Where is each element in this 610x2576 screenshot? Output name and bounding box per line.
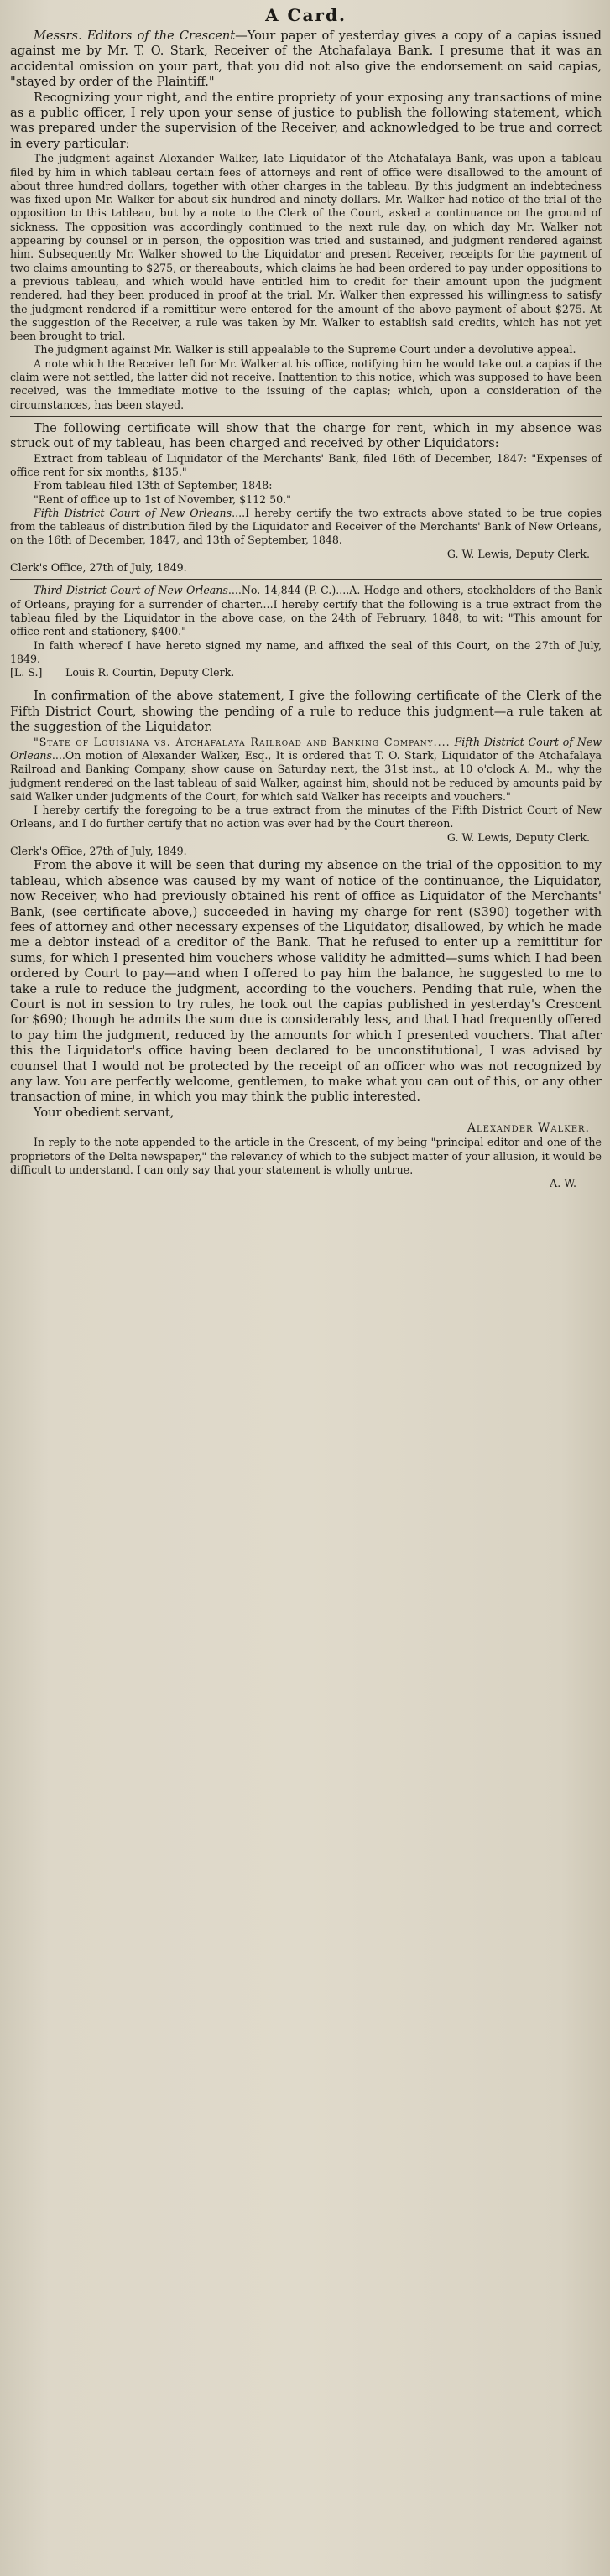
cert2-text: Third District Court of New Orleans....No. 14,844 (P. C.)....A. Hodge and others, stockholders of the Bank of Orleans, praying for a surrender of charter....I hereby certify that the following is a true extract from the tableau filed by the Liquidator in the above case, on the 24th of February, 1848, to wit: "This amount for office rent and stationery, $400." bbox=[10, 584, 602, 638]
cert2-signer: Louis R. Courtin, Deputy Clerk. bbox=[65, 666, 235, 679]
seal-mark: [L. S.] bbox=[10, 666, 43, 679]
headline: A Card. bbox=[265, 5, 347, 25]
cert2-witness: In faith whereof I have hereto signed my name, and affixed the seal of this Court, on the 27th of July, 1849. bbox=[10, 638, 602, 665]
statement-appealable: The judgment against Mr. Walker is still appealable to the Supreme Court under a devolutive appeal. bbox=[34, 343, 576, 356]
cert3-office: Clerk's Office, 27th of July, 1849. bbox=[10, 845, 187, 858]
cert1-office: Clerk's Office, 27th of July, 1849. bbox=[10, 561, 187, 575]
statement-judgment: The judgment against Alexander Walker, late Liquidator of the Atchafalaya Bank, was upon a tableau filed by him in which tableau certain fees of attorneys and rent of office were disallowed to the amount of about three hundred dollars, together with other charges in the tableau. By this judgment an indebtedness was fixed upon Mr. Walker for about six hundred and ninety dollars. Mr. Walker had notice of the trial of the opposition to this tableau, but by a note to the Clerk of the Court, asked a continuance on the ground of sickness. The opposition was accordingly continued to the next rule day, on which day Mr. Walker not appearing by counsel or in person, the opposition was tried and sustained, and judgment rendered against him. Subsequently Mr. Walker showed to the Liquidator and present Receiver, receipts for the payment of two claims amounting to $275, or thereabouts, which claims he had been ordered to pay under oppositions to a previous tableau, and which would have entitled him to credit for their amount upon the judgment rendered, had they been produced in proof at the trial. Mr. Walker then expressed his willingness to satisfy the judgment rendered if a remittitur were entered for the amount of the above payment of about $275. At the suggestion of the Receiver, a rule was taken by Mr. Walker to establish said credits, which has not yet been brought to trial. bbox=[10, 152, 602, 343]
column-rule bbox=[10, 579, 602, 580]
cert3-case: "State of Louisiana vs. Atchafalaya Railroad and Banking Company.... bbox=[34, 735, 451, 748]
opening-text: —Your paper of yesterday gives a copy of a capias issued against me by Mr. T. O. Stark, Receiver of the Atchafalaya Bank. I presume that it was an accidental omission on your part, that you did not also give the endorsement on said capias, "stayed by order of the Plaintiff." bbox=[10, 29, 602, 90]
initials: A. W. bbox=[550, 1177, 576, 1190]
paragraph-recognizing: Recognizing your right, and the entire propriety of your exposing any transactions of mine as a public officer, I rely upon your sense of justice to publish the following statement, which was prepared under the supervision of the Receiver, and acknowledged to be true and correct in every particular: bbox=[10, 90, 602, 151]
paragraph-reply: In reply to the note appended to the article in the Crescent, of my being "principal editor and one of the proprietors of the Delta newspaper," the relevancy of which to the subject matter of your allusion, it would be difficult to understand. I can only say that your statement is wholly untrue. bbox=[10, 1136, 602, 1176]
author-signature: Alexander Walker. bbox=[467, 1121, 590, 1136]
paragraph-opening bbox=[10, 29, 602, 91]
cert1-tableau: From tableau filed 13th of September, 1848: bbox=[34, 479, 273, 492]
cert2-signature bbox=[10, 666, 602, 679]
cert1-extract: Extract from tableau of Liquidator of the Merchants' Bank, filed 16th of December, 1847: "Expenses of office rent for six months, $135." bbox=[10, 451, 602, 478]
paragraph-from-above: From the above it will be seen that during my absence on the trial of the opposition to my tableau, which absence was caused by my want of notice of the continuance, the Liquidator, now Receiver, who had previously obtained his rent of office as Liquidator of the Merchants' Bank, (see certificate above,) succeeded in having my charge for rent ($390) together with fees of attorney and other necessary expenses of the Liquidator, disallowed, by which he made me a debtor instead of a creditor of the Bank. That he refused to enter up a remittitur for sums, for which I presented him vouchers whose validity he admitted—sums which I had been ordered by Court to pay—and when I offered to pay him the balance, he suggested to me to take a rule to reduce the judgment, according to the vouchers. Pending that rule, when the Court is not in session to try rules, he took out the capias published in yesterday's Crescent for $690; though he admits the sum due is considerably less, and that I had frequently offered to pay him the judgment, reduced by the amounts for which I presented vouchers. That after this the Liquidator's office having been declared to be unconstitutional, I was advised by counsel that I would not be protected by the receipt of an officer who was not recognized by any law. You are perfectly welcome, gentlemen, to make what you can out of this, or any other transaction of mine, in which you may think the public interested. bbox=[10, 858, 602, 1105]
cert3-certify: I hereby certify the foregoing to be a true extract from the minutes of the Fifth District Court of New Orleans, and I do further certify that no action was ever had by the Court thereon. bbox=[10, 804, 602, 830]
paragraph-certificate-intro: The following certificate will show that the charge for rent, which in my absence was struck out of my tableau, has been charged and received by other Liquidators: bbox=[10, 420, 602, 451]
paragraph-confirmation: In confirmation of the above statement, I give the following certificate of the Clerk of the Fifth District Court, showing the pending of a rule to reduce this judgment—a rule taken at the suggestion of the Liquidator. bbox=[10, 689, 602, 735]
cert1-court-text: Fifth District Court of New Orleans....I hereby certify the two extracts above stated to be true copies from the tableaus of distribution filed by the Liquidator and Receiver of the Merchants' Bank of New Orleans, on the 16th of December, 1847, and 13th of September, 1848. bbox=[10, 506, 602, 547]
cert3-text: "State of Louisiana vs. Atchafalaya Railroad and Banking Company.... Fifth District Court of New Orleans....On motion of Alexander Walker, Esq., It is ordered that T. O. Stark, Liquidator of the Atchafalaya Railroad and Banking Company, show cause on Saturday next, the 31st inst., at 10 o'clock A. M., why the judgment rendered on the last tableau of said Walker, against him, should not be reduced by amounts paid by said Walker under judgments of the Court, for which said Walker has receipts and vouchers." bbox=[10, 735, 602, 803]
statement-note: A note which the Receiver left for Mr. Walker at his office, notifying him he would take out a capias if the claim were not settled, the latter did not receive. Inattention to this notice, which was supposed to have been received, was the immediate motive to the issuing of the capias; which, upon a consideration of the circumstances, has been stayed. bbox=[10, 356, 602, 411]
addressee: Messrs. Editors of the Crescent bbox=[34, 29, 236, 43]
cert1-court: Fifth District Court of New Orleans bbox=[34, 506, 232, 519]
cert2-court: Third District Court of New Orleans bbox=[34, 584, 228, 597]
closing-line: Your obedient servant, bbox=[34, 1105, 175, 1120]
cert1-signer: G. W. Lewis, Deputy Clerk. bbox=[446, 547, 590, 560]
cert1-rent: "Rent of office up to 1st of November, $112 50." bbox=[34, 492, 291, 506]
cert3-court: Fifth District Court of New Orleans bbox=[10, 735, 602, 762]
column-rule bbox=[10, 416, 602, 417]
cert3-signer: G. W. Lewis, Deputy Clerk. bbox=[446, 830, 590, 844]
